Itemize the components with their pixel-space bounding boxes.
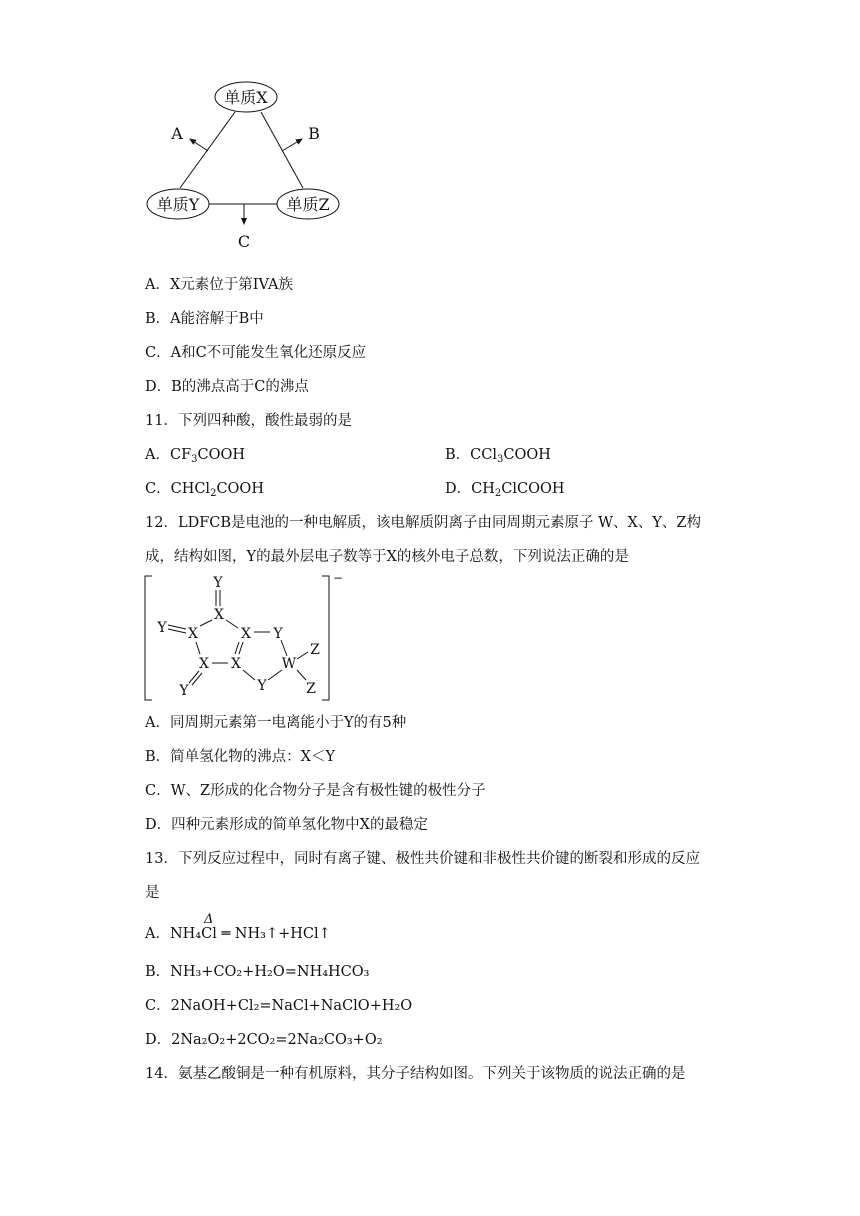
atom-x-left: X	[188, 626, 198, 642]
atom-w: W	[281, 656, 297, 672]
anion-charge: −	[333, 571, 344, 585]
anion-structure-diagram	[0, 570, 860, 710]
atom-x-right: X	[241, 626, 251, 642]
atom-z-bottom: Z	[306, 681, 316, 697]
label-b: B	[308, 124, 320, 143]
q11-option-c: C．CHCl$_2$COOH	[145, 481, 264, 499]
q13-option-b: B．NH₃+CO₂+H₂O=NH₄HCO₃	[145, 964, 370, 980]
atom-z-top: Z	[310, 642, 320, 658]
atom-x-lower: X	[231, 656, 241, 672]
q10-option-b: B．A能溶解于B中	[145, 311, 264, 327]
q10-option-c: C．A和C不可能发生氧化还原反应	[145, 345, 367, 361]
atom-y-top: Y	[213, 575, 223, 591]
q14-stem: 14．氨基乙酸铜是一种有机原料，其分子结构如图。下列关于该物质的说法正确的是	[145, 1066, 686, 1082]
node-y-label: 单质Y	[156, 195, 200, 214]
q11-stem: 11．下列四种酸，酸性最弱的是	[145, 413, 352, 429]
element-triangle-diagram	[0, 0, 860, 260]
q12-option-a: A．同周期元素第一电离能小于Y的有5种	[145, 715, 407, 731]
q13-option-c: C．2NaOH+Cl₂=NaCl+NaClO+H₂O	[145, 998, 413, 1014]
atom-y-right: Y	[273, 626, 283, 642]
q10-option-d: D．B的沸点高于C的沸点	[145, 379, 309, 395]
q13-stem-line2: 是	[145, 885, 160, 901]
label-c: C	[237, 232, 251, 251]
atom-y-left: Y	[157, 620, 167, 636]
q13-option-d: D．2Na₂O₂+2CO₂=2Na₂CO₃+O₂	[145, 1032, 383, 1048]
q12-option-b: B．简单氢化物的沸点：X＜Y	[145, 749, 336, 765]
q12-option-d: D．四种元素形成的简单氢化物中X的最稳定	[145, 817, 428, 833]
q12-option-c: C．W、Z形成的化合物分子是含有极性键的极性分子	[145, 783, 486, 799]
q13-option-a: Δ A．NH₄Cl ═ NH₃↑+HCl↑	[145, 912, 331, 942]
q11-option-b: B．CCl$_3$COOH	[445, 447, 551, 465]
q11-option-d: D．$CH_2ClCOOH$	[445, 481, 565, 499]
node-z-label: 单质Z	[286, 195, 330, 214]
node-x-label: 单质X	[224, 88, 268, 107]
q12-stem-line1: 12．LDFCB是电池的一种电解质，该电解质阴离子由同周期元素原子 W、X、Y、Z构	[145, 515, 701, 531]
atom-y-bottom: Y	[179, 683, 189, 699]
q10-option-a: A．X元素位于第IVA族	[145, 277, 293, 293]
label-a: A	[171, 124, 183, 143]
delta-symbol: Δ	[204, 912, 214, 927]
atom-x-lower-left: X	[199, 656, 209, 672]
q11-option-a: A．$CF_3COOH$	[145, 447, 246, 465]
atom-y-lower: Y	[257, 678, 267, 694]
atom-x-top: X	[214, 607, 224, 623]
q13-stem-line1: 13．下列反应过程中，同时有离子键、极性共价键和非极性共价键的断裂和形成的反应	[145, 851, 700, 867]
q12-stem-line2: 成，结构如图，Y的最外层电子数等于X的核外电子总数，下列说法正确的是	[145, 549, 629, 565]
